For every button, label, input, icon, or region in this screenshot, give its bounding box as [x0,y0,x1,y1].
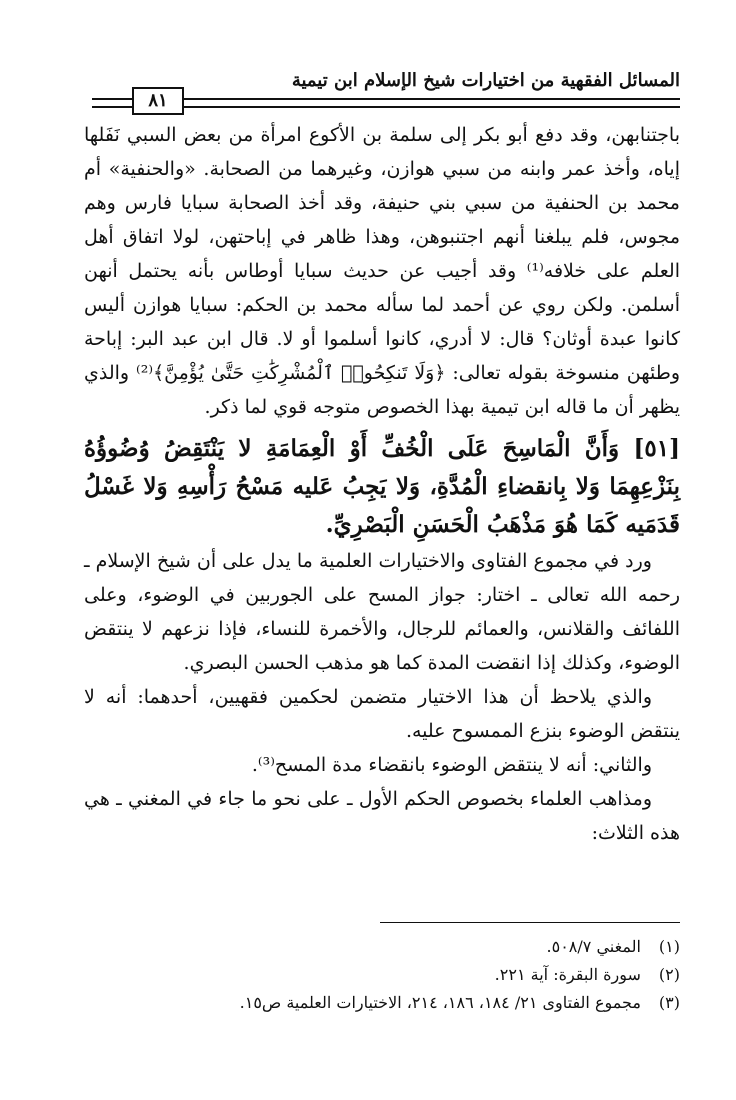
footnotes [84,922,680,1017]
footnote-1 [84,933,680,961]
footnote-text: سورة البقرة: آية ٢٢١. [494,965,641,984]
footnote-3 [84,989,680,1017]
section-51 [84,430,680,544]
page-header [92,70,680,110]
footnote-rule [380,922,680,923]
footnote-text: مجموع الفتاوى ٢١/ ١٨٤، ١٨٦، ٢١٤، الاختيارات العلمية ص١٥. [239,993,641,1012]
header-left-rule [92,98,130,108]
footnote-mark: (١) [658,937,680,956]
footnote-mark: (٣) [658,993,680,1012]
page-body [84,118,680,850]
body-paragraph-5: ومذاهب العلماء بخصوص الحكم الأول ـ على نحو ما جاء في المغني ـ هي هذه الثلاث: [84,788,680,844]
footnote-text: المغني ٥٠٨/٧. [546,937,641,956]
section-text: وَأَنَّ الْمَاسِحَ عَلَى الْخُفِّ أَوْ الْعِمَامَةِ لا يَنْتَقِضُ وُضُوؤُهُ بِنَزْعِهِمَا وَلا بِانقضاءِ الْمُدَّةِ، وَلا يَجِبُ عَليه مَسْحُ رَأْسِهِ وَلا غَسْلُ قَدَمَيه كَمَا هُوَ مَذْهَبُ الْحَسَنِ الْبَصْرِيِّ. [84,435,680,538]
section-number: [٥١] [633,435,680,462]
running-title: المسائل الفقهية من اختيارات شيخ الإسلام ابن تيمية [291,70,680,91]
footnote-2 [84,961,680,989]
page-number: ٨١ [132,87,184,115]
body-paragraph-1: باجتنابهن، وقد دفع أبو بكر إلى سلمة بن الأكوع امرأة من بعض السبي نَفَلها إياه، وأخذ عمر وابنه من سبي هوازن، وغيرهما من الصحابة. «والحنفية» أم محمد بن الحنفية من سبي بني حنيفة، وقد أخذ الصحابة سبايا فارس وهم مجوس، فلم يبلغنا أنهم اجتنبوهن، وهذا ظاهر في إباحتهن، لولا اتفاق أهل العلم على خلافه⁽¹⁾ وقد أجيب عن حديث سبايا أوطاس بأنه يحتمل أنهن أسلمن. ولكن روي عن أحمد لما سأله محمد بن الحكم: سبايا هوازن أليس كانوا عبدة أوثان؟ قال: لا أدري، كانوا أسلموا أو لا. قال ابن عبد البر: إباحة وطئهن منسوخة بقوله تعالى: ﴿وَلَا تَنكِحُوا۟ ٱلْمُشْرِكَٰتِ حَتَّىٰ يُؤْمِنَّ﴾⁽²⁾ والذي يظهر أن ما قاله ابن تيمية بهذا الخصوص متوجه قوي لما ذكر. [84,124,681,418]
body-paragraph-3: والذي يلاحظ أن هذا الاختيار متضمن لحكمين فقهيين، أحدهما: أنه لا ينتقض الوضوء بنزع الممسوح عليه. [84,686,680,742]
footnote-mark: (٢) [658,965,680,984]
body-paragraph-4: والثاني: أنه لا ينتقض الوضوء بانقضاء مدة المسح⁽³⁾. [251,754,652,776]
body-paragraph-2: ورد في مجموع الفتاوى والاختيارات العلمية ما يدل على أن شيخ الإسلام ـ رحمه الله تعالى ـ اختار: جواز المسح على الجوربين في الوضوء، وعلى اللفائف والقلانس، والعمائم للرجال، والأخمرة للنساء، فإذا نزعهم لا ينتقض الوضوء، وكذلك إذا انقضت المدة كما هو مذهب الحسن البصري. [84,550,680,674]
